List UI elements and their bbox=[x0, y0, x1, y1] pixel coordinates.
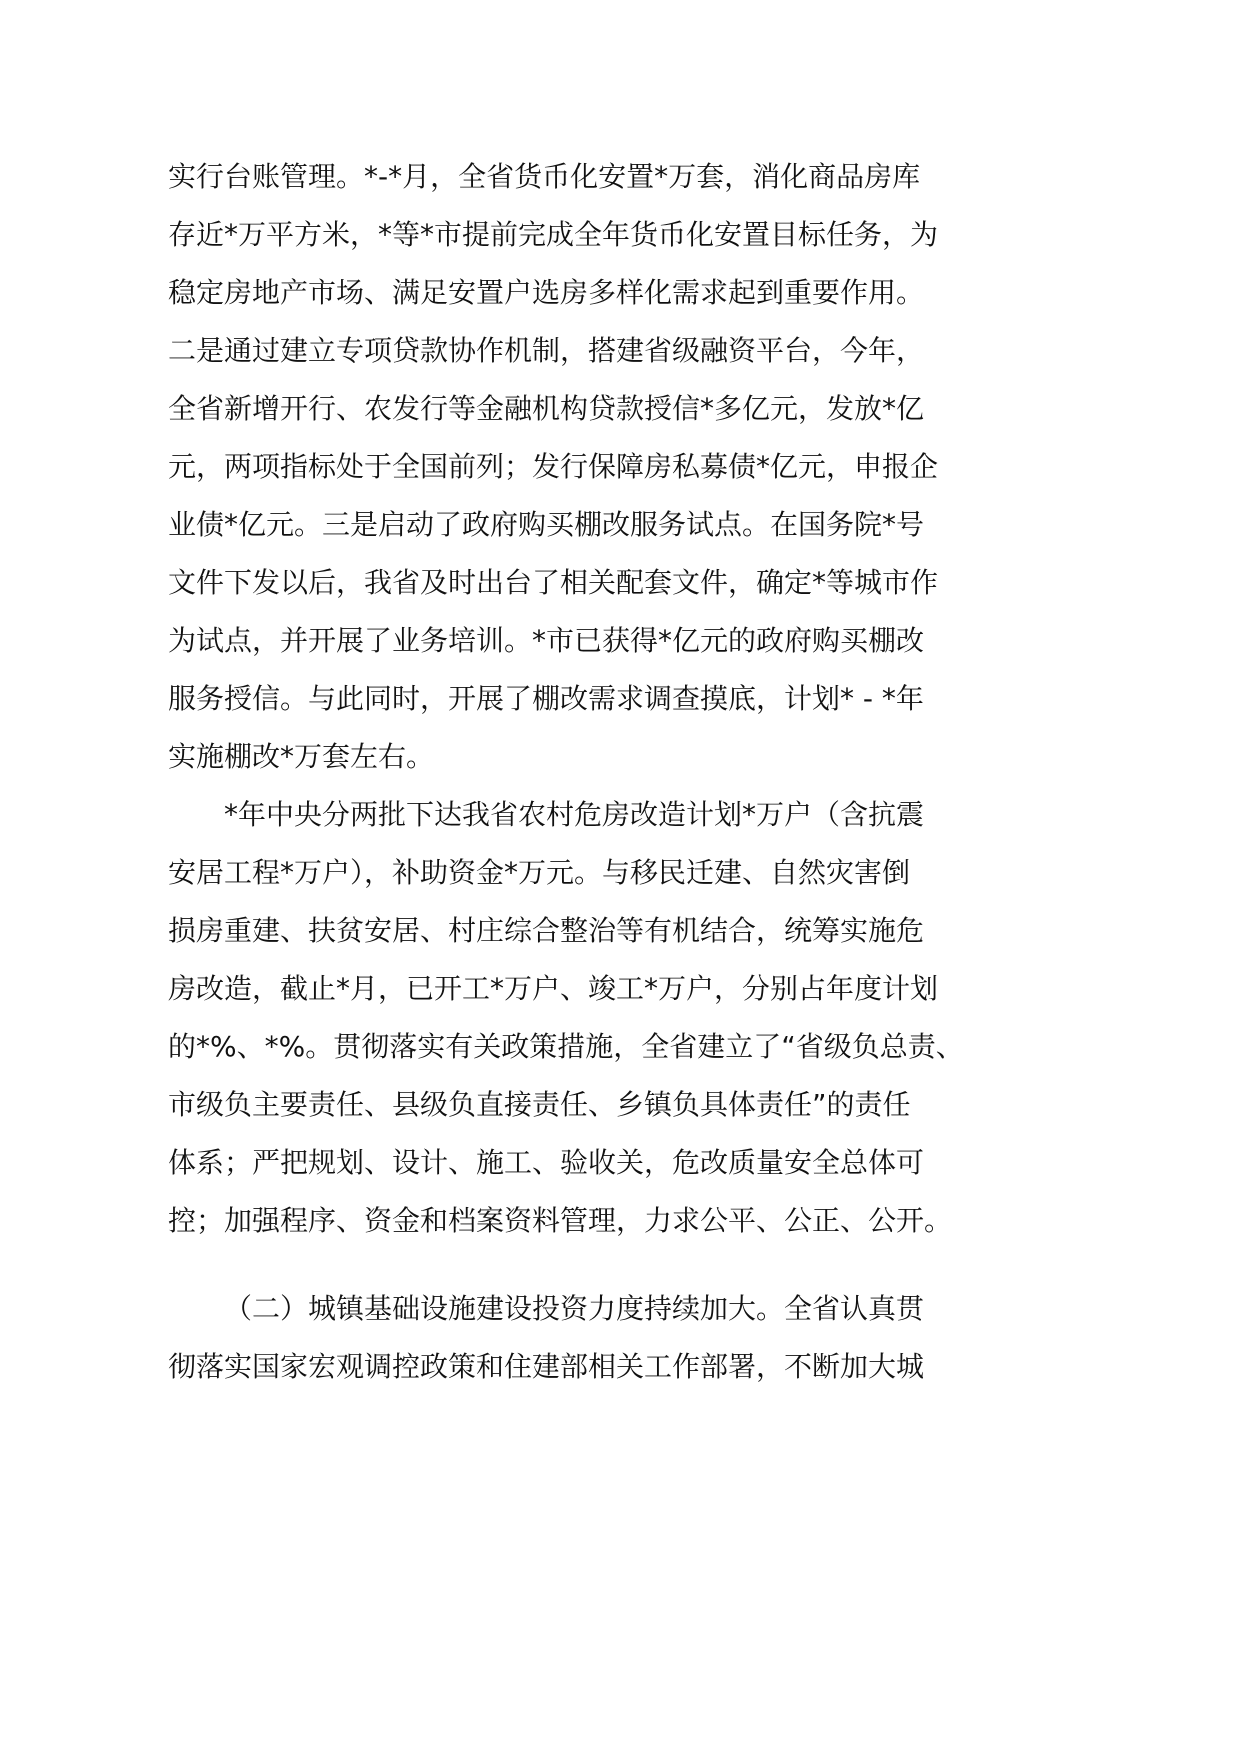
text-line-21: 彻落实国家宏观调控政策和住建部相关工作部署，不断加大城 bbox=[168, 1350, 925, 1383]
text-line-1: 实行台账管理。*-*月，全省货币化安置*万套，消化商品房库 bbox=[168, 160, 921, 193]
text-line-13: 安居工程*万户），补助资金*万元。与移民迁建、自然灾害倒 bbox=[168, 856, 911, 889]
text-line-8: 文件下发以后，我省及时出台了相关配套文件，确定*等城市作 bbox=[168, 566, 939, 599]
text-line-2: 存近*万平方米，*等*市提前完成全年货币化安置目标任务，为 bbox=[168, 218, 939, 251]
text-line-14: 损房重建、扶贫安居、村庄综合整治等有机结合，统筹实施危 bbox=[168, 914, 925, 947]
text-line-16: 的*%、*%。贯彻落实有关政策措施，全省建立了“省级负总责、 bbox=[168, 1030, 964, 1063]
text-line-10: 服务授信。与此同时，开展了棚改需求调查摸底，计划* - *年 bbox=[168, 682, 924, 715]
text-line-18: 体系；严把规划、设计、施工、验收关，危改质量安全总体可 bbox=[168, 1146, 925, 1179]
text-line-4: 二是通过建立专项贷款协作机制，搭建省级融资平台，今年， bbox=[168, 334, 925, 367]
text-line-12: *年中央分两批下达我省农村危房改造计划*万户（含抗震 bbox=[224, 798, 925, 831]
text-line-15: 房改造，截止*月，已开工*万户、竣工*万户，分别占年度计划 bbox=[168, 972, 939, 1005]
text-line-9: 为试点，并开展了业务培训。*市已获得*亿元的政府购买棚改 bbox=[168, 624, 925, 657]
text-line-17: 市级负主要责任、县级负直接责任、乡镇负具体责任”的责任 bbox=[168, 1088, 911, 1121]
text-line-6: 元，两项指标处于全国前列；发行保障房私募债*亿元，申报企 bbox=[168, 450, 939, 483]
text-line-20: （二）城镇基础设施建设投资力度持续加大。全省认真贯 bbox=[224, 1292, 925, 1325]
text-line-5: 全省新增开行、农发行等金融机构贷款授信*多亿元，发放*亿 bbox=[168, 392, 925, 425]
text-line-3: 稳定房地产市场、满足安置户选房多样化需求起到重要作用。 bbox=[168, 276, 925, 309]
text-line-19: 控；加强程序、资金和档案资料管理，力求公平、公正、公开。 bbox=[168, 1204, 953, 1237]
text-line-7: 业债*亿元。三是启动了政府购买棚改服务试点。在国务院*号 bbox=[168, 508, 925, 541]
text-line-11: 实施棚改*万套左右。 bbox=[168, 740, 435, 773]
